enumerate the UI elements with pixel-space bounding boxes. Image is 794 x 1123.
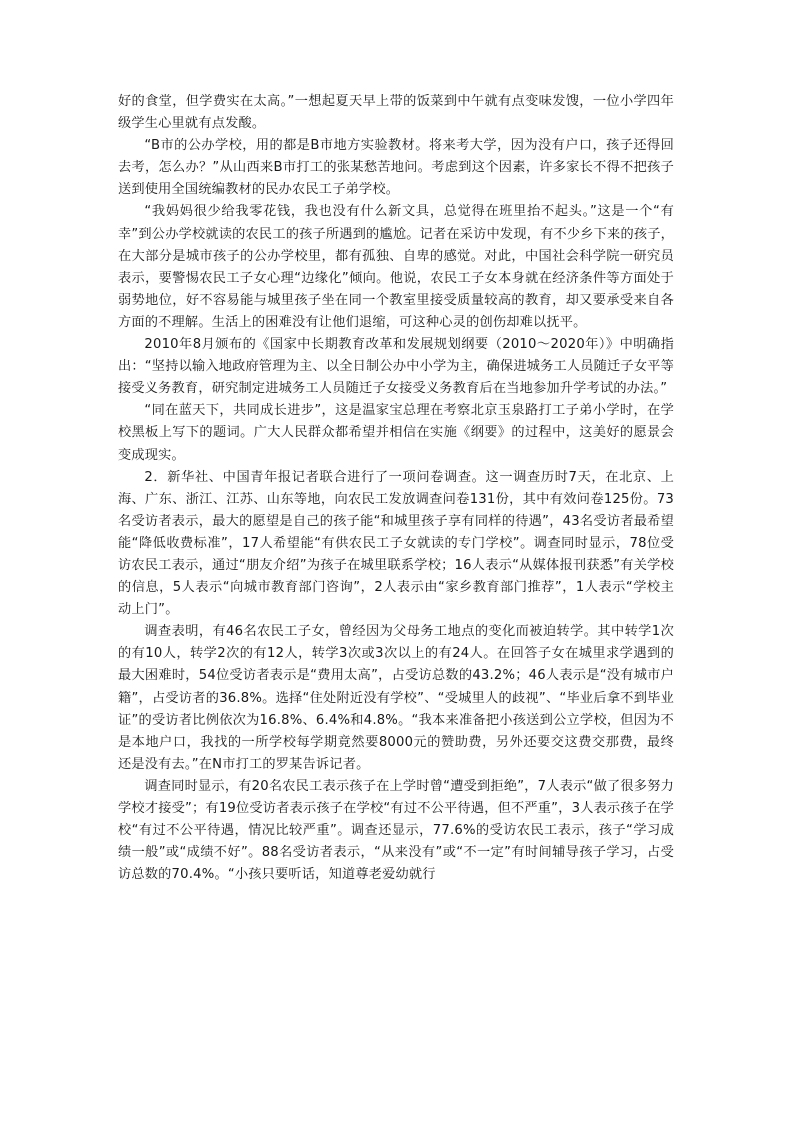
paragraph-8: 调查同时显示，有20名农民工表示孩子在上学时曾“遭受到拒绝”，7人表示“做了很多努力学校才接受”；有19位受访者表示孩子在学校“有过不公平待遇，但不严重”，3人表示孩子在学校“有过不公平待遇，情况比较严重”。调查还显示，77.6%的受访农民工表示，孩子“学习成绩一般”或“成绩不好”。88名受访者表示，“从来没有”或“不一定”有时间辅导孩子学习，占受访总数的70.4%。“小孩只要听话，知道尊老爱幼就行 — [118, 778, 674, 883]
paragraph-1: 好的食堂，但学费实在太高。”一想起夏天早上带的饭菜到中午就有点变味发馊，一位小学四年级学生心里就有点发酸。 — [118, 94, 674, 132]
paragraph-5: “同在蓝天下，共同成长进步”，这是温家宝总理在考察北京玉泉路打工子弟小学时，在学校黑板上写下的题词。广大人民群众都希望并相信在实施《纲要》的过程中，这美好的愿景会变成现实。 — [118, 403, 674, 463]
paragraph-2: “B市的公办学校，用的都是B市地方实验教材。将来考大学，因为没有户口，孩子还得回去考，怎么办？”从山西来B市打工的张某愁苦地问。考虑到这个因素，许多家长不得不把孩子送到使用全国统编教材的民办农民工子弟学校。 — [118, 138, 674, 198]
paragraph-6: 2．新华社、中国青年报记者联合进行了一项问卷调查。这一调查历时7天，在北京、上海、广东、浙江、江苏、山东等地，向农民工发放调查问卷131份，其中有效问卷125份。73名受访者表示，最大的愿望是自己的孩子能“和城里孩子享有同样的待遇”，43名受访者最希望能“降低收费标准”，17人希望能“有供农民工子女就读的专门学校”。调查同时显示，78位受访农民工表示，通过“朋友介绍”为孩子在城里联系学校；16人表示“从媒体报刊获悉”有关学校的信息，5人表示“向城市教育部门咨询”，2人表示由“家乡教育部门推荐”，1人表示“学校主动上门”。 — [118, 469, 674, 618]
paragraph-3: “我妈妈很少给我零花钱，我也没有什么新文具，总觉得在班里抬不起头。”这是一个“有幸”到公办学校就读的农民工的孩子所遇到的尴尬。记者在采访中发现，有不少乡下来的孩子，在大部分是城市孩子的公办学校里，都有孤独、自卑的感觉。对此，中国社会科学院一研究员表示，要警惕农民工子女心理“边缘化”倾向。他说，农民工子女本身就在经济条件等方面处于弱势地位，好不容易能与城里孩子坐在同一个教室里接受质量较高的教育，却又要承受来自各方面的不理解。生活上的困难没有让他们退缩，可这种心灵的创伤却难以抚平。 — [118, 204, 674, 330]
document-body — [118, 91, 674, 886]
paragraph-7: 调查表明，有46名农民工子女，曾经因为父母务工地点的变化而被迫转学。其中转学1次的有10人，转学2次的有12人，转学3次或3次以上的有24人。在回答子女在城里求学遇到的最大困难时，54位受访者表示是“费用太高”，占受访总数的43.2%；46人表示是“没有城市户籍”，占受访者的36.8%。选择“住处附近没有学校”、“受城里人的歧视”、“毕业后拿不到毕业证”的受访者比例依次为16.8%、6.4%和4.8%。“我本来准备把小孩送到公立学校，但因为不是本地户口，我找的一所学校每学期竟然要8000元的赞助费，另外还要交这费交那费，最终还是没有去。”在N市打工的罗某告诉记者。 — [118, 624, 674, 772]
paragraph-4: 2010年8月颁布的《国家中长期教育改革和发展规划纲要（2010～2020年）》中明确指出：“坚持以输入地政府管理为主、以全日制公办中小学为主，确保进城务工人员随迁子女平等接受义务教育，研究制定进城务工人员随迁子女接受义务教育后在当地参加升学考试的办法。” — [118, 337, 674, 397]
